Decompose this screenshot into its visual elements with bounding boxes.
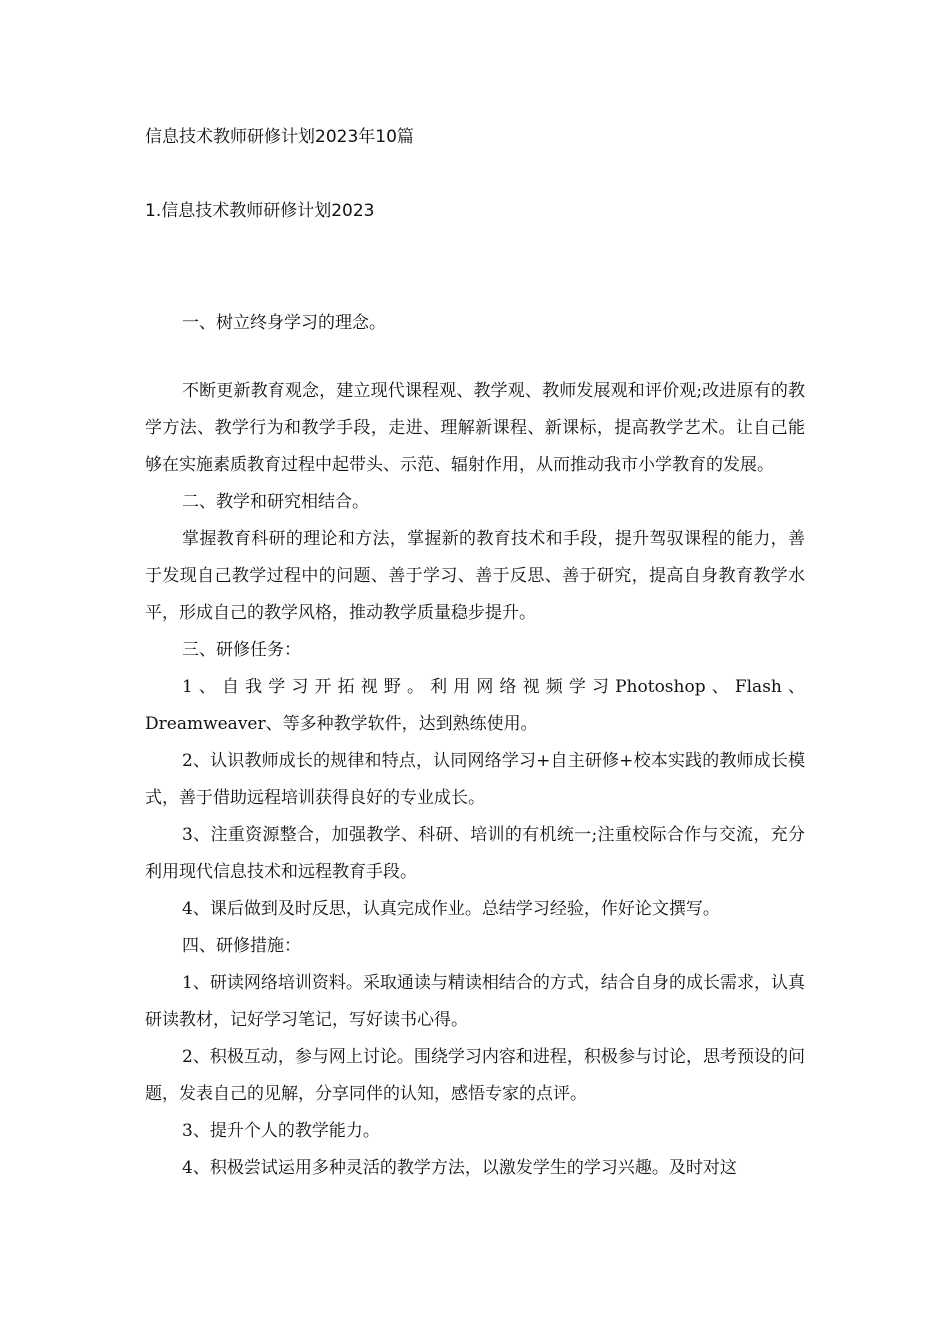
section-heading-2: 二、教学和研究相结合。 <box>182 492 369 512</box>
paragraph: 不断更新教育观念，建立现代课程观、教学观、教师发展观和评价观;改进原有的教学方法、教学行为和教学手段，走进、理解新课程、新课标，提高教学艺术。让自己能够在实施素质教育过程中起带头、示范、辐射作用，从而推动我市小学教育的发展。 <box>145 381 805 475</box>
measure-item-2: 2、积极互动，参与网上讨论。围绕学习内容和进程，积极参与讨论，思考预设的问题，发表自己的见解，分享同伴的认知，感悟专家的点评。 <box>145 1047 805 1104</box>
document-subtitle: 1.信息技术教师研修计划2023 <box>145 201 375 221</box>
section-heading-1: 一、树立终身学习的理念。 <box>182 313 386 333</box>
section-heading-4: 四、研修措施： <box>182 936 301 956</box>
measure-item-3: 3、提升个人的教学能力。 <box>182 1121 380 1141</box>
measure-item-4: 4、积极尝试运用多种灵活的教学方法，以激发学生的学习兴趣。及时对这 <box>182 1158 737 1178</box>
document-body <box>145 373 805 1187</box>
task-item-1: 1、自我学习开拓视野。利用网络视频学习Photoshop、Flash、Dreamweaver、等多种教学软件，达到熟练使用。 <box>145 677 805 734</box>
paragraph: 掌握教育科研的理论和方法，掌握新的教育技术和手段，提升驾驭课程的能力，善于发现自己教学过程中的问题、善于学习、善于反思、善于研究，提高自身教育教学水平，形成自己的教学风格，推动教学质量稳步提升。 <box>145 529 805 623</box>
task-item-2: 2、认识教师成长的规律和特点，认同网络学习+自主研修+校本实践的教师成长模式，善于借助远程培训获得良好的专业成长。 <box>145 751 805 808</box>
task-item-4: 4、课后做到及时反思，认真完成作业。总结学习经验，作好论文撰写。 <box>182 899 720 919</box>
task-item-3: 3、注重资源整合，加强教学、科研、培训的有机统一;注重校际合作与交流，充分利用现代信息技术和远程教育手段。 <box>145 825 805 882</box>
document-title: 信息技术教师研修计划2023年10篇 <box>145 127 414 147</box>
section-heading-3: 三、研修任务： <box>182 640 301 660</box>
measure-item-1: 1、研读网络培训资料。采取通读与精读相结合的方式，结合自身的成长需求，认真研读教材，记好学习笔记，写好读书心得。 <box>145 973 805 1030</box>
